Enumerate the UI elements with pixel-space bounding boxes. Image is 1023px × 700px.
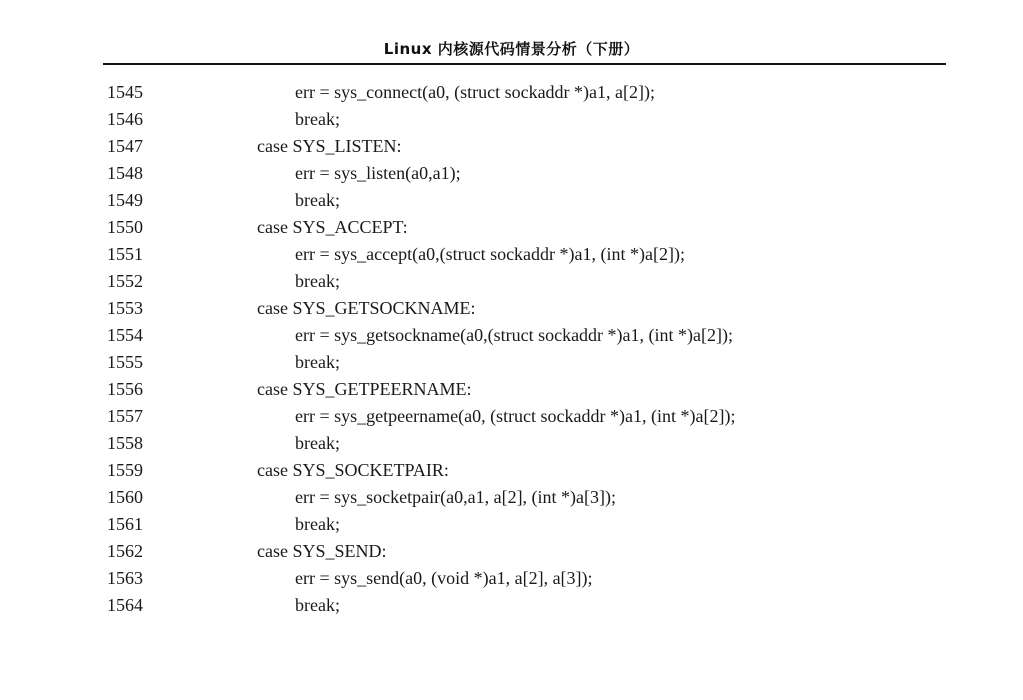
line-number: 1563: [107, 568, 143, 588]
code-text: break;: [295, 514, 340, 534]
code-listing: [0, 79, 1023, 619]
code-line: [0, 538, 1023, 565]
line-number: 1561: [107, 514, 143, 534]
code-text: break;: [295, 433, 340, 453]
code-line: [0, 79, 1023, 106]
code-line: [0, 268, 1023, 295]
line-number: 1551: [107, 244, 143, 264]
line-number: 1560: [107, 487, 143, 507]
code-line: [0, 349, 1023, 376]
code-text: case SYS_ACCEPT:: [257, 217, 408, 237]
line-number: 1553: [107, 298, 143, 318]
code-line: [0, 457, 1023, 484]
code-line: [0, 322, 1023, 349]
line-number: 1550: [107, 217, 143, 237]
code-line: [0, 376, 1023, 403]
code-line: [0, 106, 1023, 133]
line-number: 1562: [107, 541, 143, 561]
code-line: [0, 592, 1023, 619]
line-number: 1559: [107, 460, 143, 480]
line-number: 1554: [107, 325, 143, 345]
code-line: [0, 565, 1023, 592]
code-text: case SYS_GETPEERNAME:: [257, 379, 472, 399]
line-number: 1548: [107, 163, 143, 183]
line-number: 1547: [107, 136, 143, 156]
code-text: case SYS_GETSOCKNAME:: [257, 298, 476, 318]
page-header-title: Linux 内核源代码情景分析（下册）: [383, 40, 640, 58]
code-text: break;: [295, 271, 340, 291]
code-line: [0, 484, 1023, 511]
code-line: [0, 403, 1023, 430]
code-line: [0, 214, 1023, 241]
code-line: [0, 295, 1023, 322]
line-number: 1545: [107, 82, 143, 102]
code-text: err = sys_accept(a0,(struct sockaddr *)a1, (int *)a[2]);: [295, 244, 685, 264]
code-text: err = sys_connect(a0, (struct sockaddr *)a1, a[2]);: [295, 82, 656, 102]
line-number: 1555: [107, 352, 143, 372]
line-number: 1558: [107, 433, 143, 453]
code-text: case SYS_SOCKETPAIR:: [257, 460, 449, 480]
code-text: break;: [295, 109, 340, 129]
code-text: err = sys_send(a0, (void *)a1, a[2], a[3]);: [295, 568, 593, 588]
code-line: [0, 160, 1023, 187]
line-number: 1552: [107, 271, 143, 291]
code-line: [0, 430, 1023, 457]
line-number: 1549: [107, 190, 143, 210]
code-text: err = sys_socketpair(a0,a1, a[2], (int *)a[3]);: [295, 487, 617, 507]
line-number: 1564: [107, 595, 143, 615]
code-line: [0, 187, 1023, 214]
code-text: break;: [295, 190, 340, 210]
code-line: [0, 241, 1023, 268]
header-divider: [103, 63, 946, 65]
code-text: break;: [295, 595, 340, 615]
line-number: 1546: [107, 109, 143, 129]
code-text: err = sys_getsockname(a0,(struct sockaddr *)a1, (int *)a[2]);: [295, 325, 733, 345]
code-text: break;: [295, 352, 340, 372]
code-text: case SYS_LISTEN:: [257, 136, 402, 156]
code-line: [0, 133, 1023, 160]
code-text: err = sys_getpeername(a0, (struct sockaddr *)a1, (int *)a[2]);: [295, 406, 736, 426]
line-number: 1556: [107, 379, 143, 399]
code-line: [0, 511, 1023, 538]
code-text: case SYS_SEND:: [257, 541, 387, 561]
line-number: 1557: [107, 406, 143, 426]
code-text: err = sys_listen(a0,a1);: [295, 163, 461, 183]
